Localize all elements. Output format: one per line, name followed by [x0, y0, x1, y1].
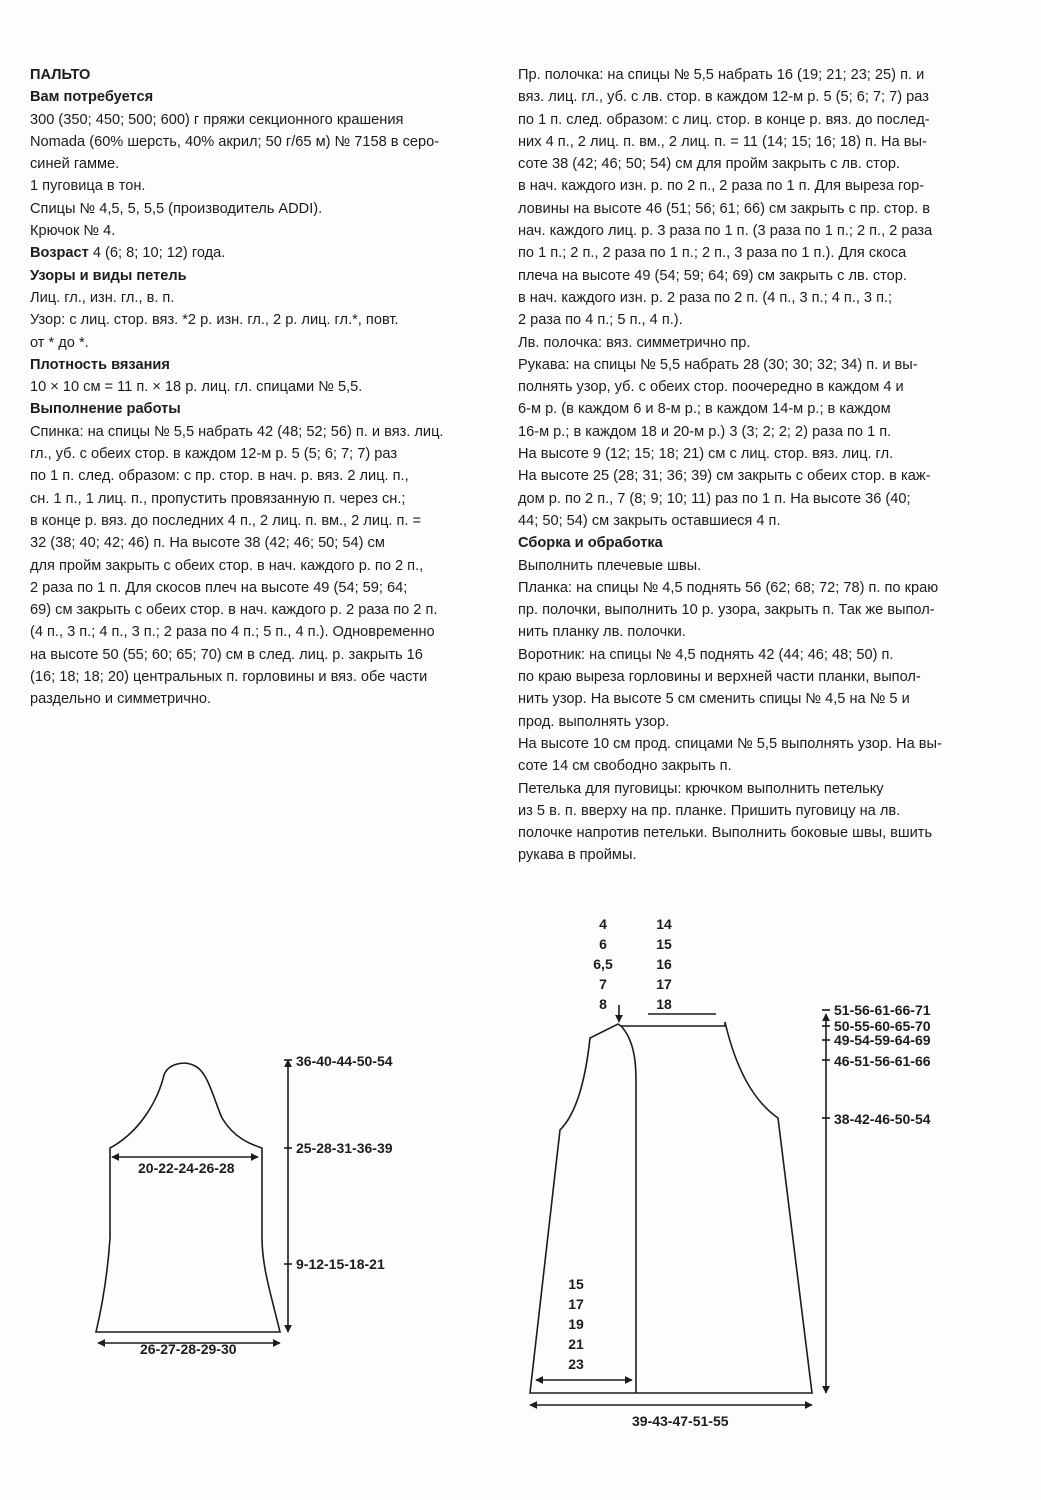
text-line: Лв. полочка: вяз. симметрично пр. [518, 334, 751, 351]
text-line: нач. каждого лиц. р. 3 раза по 1 п. (3 раза по 1 п.; 2 п., 2 раза [518, 223, 933, 240]
text-line: Петелька для пуговицы: крючком выполнить петельку [518, 780, 884, 797]
text-line: Лиц. гл., изн. гл., в. п. [30, 289, 175, 306]
text-line: 69) см закрыть с обеих стор. в нач. каждого р. 2 раза по 2 п. [30, 602, 438, 619]
sleeve-cuff-width-label: 26-27-28-29-30 [140, 1341, 237, 1357]
sleeve-pattern-height-label: 9-12-15-18-21 [296, 1256, 385, 1272]
text-line: Выполнить плечевые швы. [518, 557, 702, 574]
sleeve-outline [96, 1063, 280, 1332]
text-line: На высоте 10 см прод. спицами № 5,5 выполнять узор. На вы- [518, 735, 942, 752]
text-line: в конце р. вяз. до последних 4 п., 2 лиц. п. вм., 2 лиц. п. = [30, 512, 421, 529]
neck-depth-label: 6 [599, 936, 607, 952]
text-line: от * до *. [30, 334, 89, 351]
text-line: Узор: с лиц. стор. вяз. *2 р. изн. гл., 2 р. лиц. гл.*, повт. [30, 312, 399, 329]
text-line: полнять узор, уб. с обеих стор. поочередно в каждом 4 и [518, 379, 904, 396]
bottom-left-width-label: 15 [568, 1276, 584, 1292]
text-line: Рукава: на спицы № 5,5 набрать 28 (30; 30; 32; 34) п. и вы- [518, 356, 918, 373]
front-height-label: 46-51-56-61-66 [834, 1053, 931, 1069]
text-line: по краю выреза горловины и верхней части планки, выпол- [518, 669, 921, 686]
text-line: Крючок № 4. [30, 223, 116, 240]
front-placket-line [621, 1026, 636, 1393]
shoulder-width-label: 17 [656, 976, 672, 992]
bottom-left-width-label: 21 [568, 1336, 584, 1352]
text-line: На высоте 9 (12; 15; 18; 21) см с лиц. стор. вяз. лиц. гл. [518, 446, 894, 463]
section-heading: ПАЛЬТО [30, 67, 91, 83]
text-line: На высоте 25 (28; 31; 36; 39) см закрыть с обеих стор. в каж- [518, 468, 931, 485]
text-line: 32 (38; 40; 42; 46) п. На высоте 38 (42; 46; 50; 54) см [30, 535, 385, 552]
sleeve-top-height-label: 36-40-44-50-54 [296, 1053, 393, 1069]
front-height-label: 50-55-60-65-70 [834, 1018, 931, 1034]
front-height-label: 49-54-59-64-69 [834, 1032, 931, 1048]
text-line: по 1 п. след. образом: с лиц. стор. в конце р. вяз. до послед- [518, 111, 930, 128]
sleeve-cap-height-label: 25-28-31-36-39 [296, 1140, 393, 1156]
text-line: из 5 в. п. вверху на пр. планке. Пришить пуговицу на лв. [518, 802, 901, 819]
text-line: по 1 п. след. образом: с пр. стор. в нач. р. вяз. 2 лиц. п., [30, 468, 409, 485]
neck-depth-label: 4 [599, 916, 607, 932]
text-line: плеча на высоте 49 (54; 59; 64; 69) см закрыть с лв. стор. [518, 267, 907, 284]
text-line: полочке напротив петельки. Выполнить боковые швы, вшить [518, 825, 933, 842]
text-line: в нач. каждого изн. р. по 2 п., 2 раза по 1 п. Для выреза гор- [518, 178, 925, 195]
section-heading: Плотность вязания [30, 356, 170, 373]
neck-depth-label: 6,5 [593, 956, 613, 972]
text-line: 6-м р. (в каждом 6 и 8-м р.; в каждом 14-м р.; в каждом [518, 401, 891, 418]
text-line: Планка: на спицы № 4,5 поднять 56 (62; 68; 72; 78) п. по краю [518, 579, 939, 596]
text-line: 10 × 10 см = 11 п. × 18 р. лиц. гл. спицами № 5,5. [30, 379, 363, 396]
text-line: синей гамме. [30, 156, 120, 173]
text-line: сн. 1 п., 1 лиц. п., пропустить провязанную п. через сн.; [30, 490, 406, 507]
text-line: нить планку лв. полочки. [518, 624, 686, 641]
front-height-label: 38-42-46-50-54 [834, 1111, 931, 1127]
inline-text: 4 (6; 8; 10; 12) года. [88, 245, 226, 262]
text-line: Спицы № 4,5, 5, 5,5 (производитель ADDI). [30, 200, 323, 217]
text-line: 16-м р.; в каждом 18 и 20-м р.) 3 (3; 2; 2; 2) раза по 1 п. [518, 423, 892, 440]
sleeve-upper-width-label: 20-22-24-26-28 [138, 1160, 235, 1176]
text-line: по 1 п.; 2 п., 2 раза по 1 п.; 2 п., 3 раза по 1 п.). Для скоса [518, 245, 907, 262]
text-line: Nomada (60% шерсть, 40% акрил; 50 г/65 м) № 7158 в серо- [30, 133, 440, 150]
text-line: ловины на высоте 46 (51; 56; 61; 66) см закрыть с пр. стор. в [518, 200, 930, 217]
text-line: для пройм закрыть с обеих стор. в нач. каждого р. по 2 п., [30, 557, 424, 574]
neck-depth-label: 8 [599, 996, 607, 1012]
section-heading: Вам потребуется [30, 89, 154, 106]
front-height-label: 51-56-61-66-71 [834, 1002, 931, 1018]
shoulder-width-label: 15 [656, 936, 672, 952]
text-line: пр. полочки, выполнить 10 р. узора, закрыть п. Так же выпол- [518, 602, 935, 619]
bottom-left-width-label: 19 [568, 1316, 584, 1332]
text-line: (4 п., 3 п.; 4 п., 3 п.; 2 раза по 4 п.; 5 п., 4 п.). Одновременно [30, 624, 435, 641]
text-line: соте 38 (42; 46; 50; 54) см для пройм закрыть с лв. стор. [518, 156, 900, 173]
sleeve-schematic [96, 1060, 292, 1343]
bottom-left-width-label: 17 [568, 1296, 584, 1312]
text-line: прод. выполнять узор. [518, 713, 670, 730]
text-line: Пр. полочка: на спицы № 5,5 набрать 16 (19; 21; 23; 25) п. и [518, 67, 925, 83]
front-bottom-width-label: 39-43-47-51-55 [632, 1413, 729, 1429]
shoulder-width-label: 14 [656, 916, 672, 932]
text-line: (16; 18; 18; 20) центральных п. горловины и вяз. обе части [30, 669, 428, 686]
text-line: рукава в проймы. [518, 847, 637, 864]
bottom-left-width-label: 23 [568, 1356, 584, 1372]
text-line: раздельно и симметрично. [30, 691, 212, 708]
section-heading: Выполнение работы [30, 401, 181, 418]
text-line: нить узор. На высоте 5 см сменить спицы № 4,5 на № 5 и [518, 691, 910, 708]
text-line: них 4 п., 2 лиц. п. вм., 2 лиц. п. = 11 (14; 15; 16; 18) п. На вы- [518, 133, 927, 150]
text-line: 2 раза по 1 п. Для скосов плеч на высоте 49 (54; 59; 64; [30, 579, 408, 596]
text-line: 2 раза по 4 п.; 5 п., 4 п.). [518, 312, 683, 329]
text-line: Спинка: на спицы № 5,5 набрать 42 (48; 52; 56) п. и вяз. лиц. [30, 423, 444, 440]
text-line: гл., уб. с обеих стор. в каждом 12-м р. 5 (5; 6; 7; 7) раз [30, 446, 398, 463]
text-line: на высоте 50 (55; 60; 65; 70) см в след. лиц. р. закрыть 16 [30, 646, 423, 663]
text-line: в нач. каждого изн. р. 2 раза по 2 п. (4 п., 3 п.; 4 п., 3 п.; [518, 289, 893, 306]
neck-depth-label: 7 [599, 976, 607, 992]
text-line: соте 14 см свободно закрыть п. [518, 758, 732, 775]
text-line: вяз. лиц. гл., уб. с лв. стор. в каждом 12-м р. 5 (5; 6; 7; 7) раз [518, 89, 929, 106]
text-line: 300 (350; 450; 500; 600) г пряжи секционного крашения [30, 111, 404, 128]
shoulder-width-label: 16 [656, 956, 672, 972]
text-line: 44; 50; 54) см закрыть оставшиеся 4 п. [518, 512, 781, 529]
text-line: 1 пуговица в тон. [30, 178, 146, 195]
section-heading: Сборка и обработка [518, 535, 663, 552]
inline-bold-label: Возраст [30, 245, 89, 262]
shoulder-width-label: 18 [656, 996, 672, 1012]
text-line: дом р. по 2 п., 7 (8; 9; 10; 11) раз по 1 п. На высоте 36 (40; [518, 490, 911, 507]
text-line: Воротник: на спицы № 4,5 поднять 42 (44; 46; 48; 50) п. [518, 646, 894, 663]
section-heading: Узоры и виды петель [30, 267, 187, 284]
